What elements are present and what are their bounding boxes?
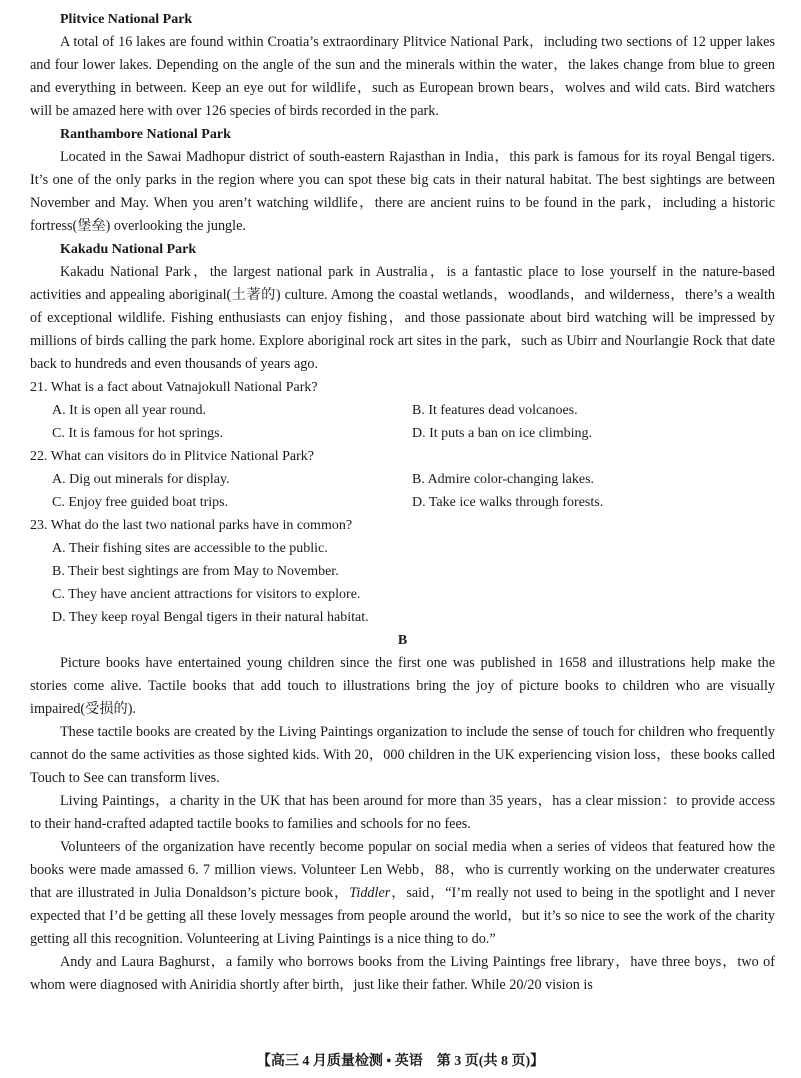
question-21-option-d[interactable]: D. It puts a ban on ice climbing. (412, 426, 593, 441)
park-title-plitvice: Plitvice National Park (60, 12, 193, 27)
section-b-paragraph: Picture books have entertained young children since the first one was published in 1658 and illustrations help make the stories come alive. Tactile books that add touch to illustrations bring the joy of picture books to children who are visually impaired(受损的). (30, 655, 775, 717)
question-22-option-c[interactable]: C. Enjoy free guided boat trips. (52, 495, 229, 510)
park-title-ranthambore: Ranthambore National Park (60, 127, 231, 142)
question-23-option-c[interactable]: C. They have ancient attractions for visitors to explore. (52, 587, 361, 602)
question-23-stem: 23. What do the last two national parks have in common? (30, 518, 353, 533)
page-footer: 【高三 4 月质量检测 • 英语 第 3 页(共 8 页)】 (256, 1054, 545, 1069)
question-21-stem: 21. What is a fact about Vatnajokull National Park? (30, 380, 318, 395)
section-b-paragraph-baghurst: Andy and Laura Baghurst，a family who borrows books from the Living Paintings free library，have three boys，two of whom were diagnosed with Aniridia shortly after birth，just like their father. While 20/20 vision is (30, 954, 775, 993)
section-b-paragraph-volunteers (30, 836, 775, 951)
question-22-option-a[interactable]: A. Dig out minerals for display. (52, 472, 230, 487)
section-b-label: B (397, 633, 408, 648)
park-text-kakadu: Kakadu National Park，the largest national park in Australia，is a fantastic place to lose yourself in the nature-based activities and appealing aboriginal(土著的) culture. Among the coastal wetlands，woodlands，and wilderness，there’s a wealth of exceptional wildlife. Fishing enthusiasts can enjoy fishing，and those passionate about bird watching will be impressed by millions of birds calling the park home. Explore aboriginal rock art sites in the park，such as Ubirr and Nourlangie Rock that date back to hundreds and even thousands of years ago. (30, 264, 775, 372)
question-22-option-d[interactable]: D. Take ice walks through forests. (412, 495, 604, 510)
question-22-options (30, 468, 775, 514)
park-text-ranthambore: Located in the Sawai Madhopur district of south-eastern Rajasthan in India，this park is famous for its royal Bengal tigers. It’s one of the only parks in the region where you can spot these big cats in their natural habitat. The best sightings are between November and May. When you aren’t watching wildlife，there are ancient ruins to be found in the park，including a historic fortress(堡垒) overlooking the jungle. (30, 149, 775, 234)
para4-text-after: ，said，“I’m really not used to being in the spotlight and I never expected that I’d be getting all these lovely messages from people around the world，but it’s so nice to see the work of the charity getting all this recognition. Volunteering at Living Paintings is a nice thing to do.” (30, 885, 775, 947)
question-23-option-b[interactable]: B. Their best sightings are from May to November. (52, 564, 339, 579)
park-title-kakadu: Kakadu National Park (60, 242, 197, 257)
question-22-option-b[interactable]: B. Admire color-changing lakes. (412, 472, 595, 487)
question-23-option-d[interactable]: D. They keep royal Bengal tigers in their natural habitat. (52, 610, 369, 625)
question-23-option-a[interactable]: A. Their fishing sites are accessible to the public. (52, 541, 328, 556)
question-21-option-a[interactable]: A. It is open all year round. (52, 403, 206, 418)
question-21-options (30, 399, 775, 445)
park-text-plitvice: A total of 16 lakes are found within Croatia’s extraordinary Plitvice National Park，including two sections of 12 upper lakes and four lower lakes. Depending on the angle of the sun and the minerals within the water，the lakes change from blue to green and everything in between. Keep an eye out for wildlife，such as European brown bears，wolves and wild cats. Bird watchers will be amazed here with over 126 species of birds recorded in the park. (30, 34, 775, 119)
exam-page (30, 8, 775, 997)
question-21-option-c[interactable]: C. It is famous for hot springs. (52, 426, 224, 441)
section-b-paragraph: Living Paintings，a charity in the UK that has been around for more than 35 years，has a clear mission：to provide access to their hand-crafted adapted tactile books to families and schools for no fees. (30, 793, 775, 832)
book-title-tiddler: Tiddler (349, 885, 391, 901)
para4-text-before: Volunteers of the organization have recently become popular on social media when a series of videos that featured how the books were made amassed 6. 7 million views. Volunteer Len Webb，88，who is currently working on the underwater creatures that are illustrated in Julia Donaldson’s picture book， (30, 839, 775, 901)
question-23-options (30, 537, 775, 629)
section-b-paragraph: These tactile books are created by the Living Paintings organization to include the sense of touch for children who frequently cannot do the same activities as those sighted kids. With 20，000 children in the UK experiencing vision loss，these books called Touch to See can transform lives. (30, 724, 775, 786)
question-22-stem: 22. What can visitors do in Plitvice National Park? (30, 449, 314, 464)
question-21-option-b[interactable]: B. It features dead volcanoes. (412, 403, 578, 418)
